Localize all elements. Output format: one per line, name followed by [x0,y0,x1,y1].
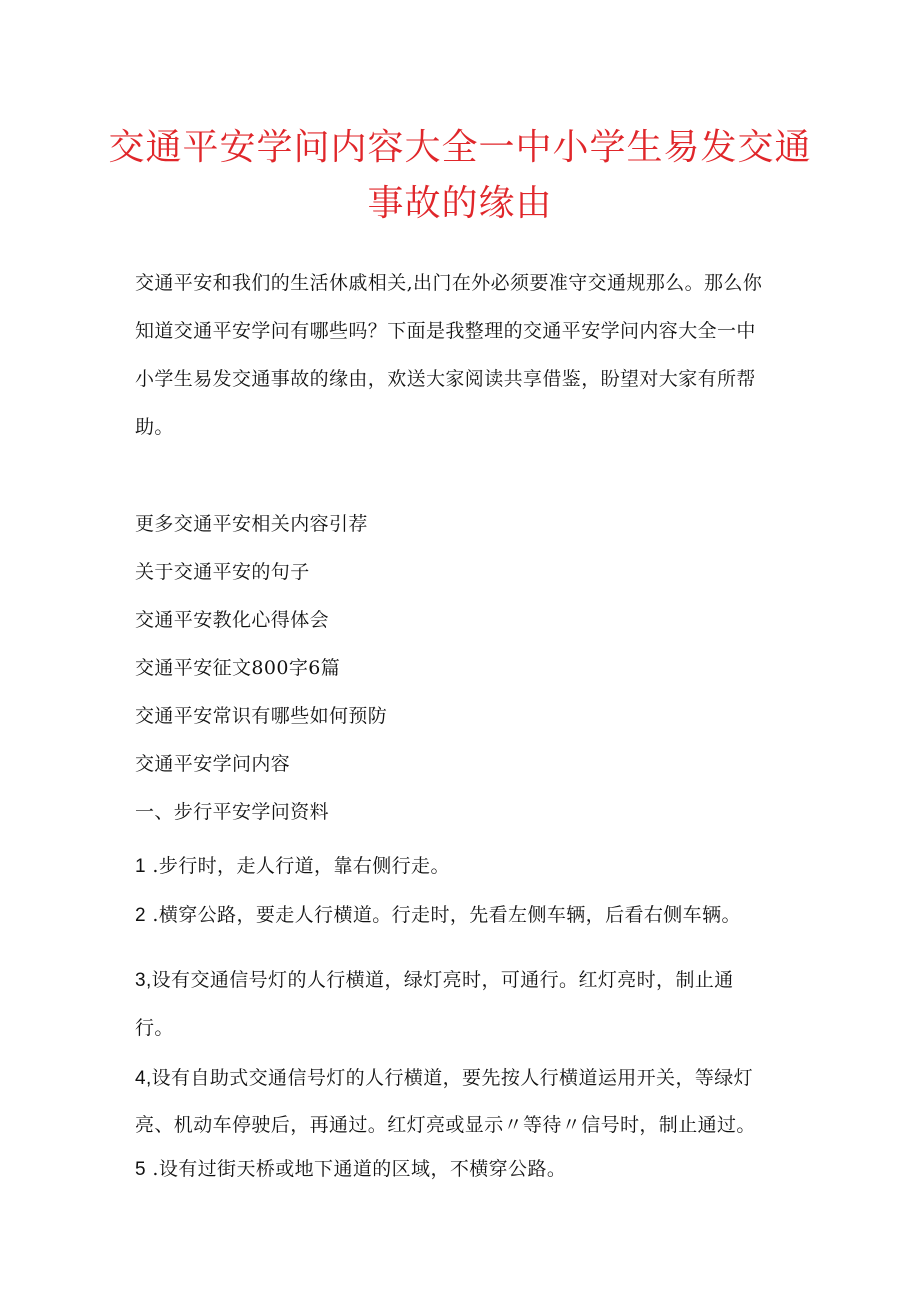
intro-paragraph-line-3: 小学生易发交通事故的缘由，欢送大家阅读共享借鉴，盼望对大家有所帮 [135,368,756,390]
list-item-4 [135,1065,753,1092]
list-item-text: .设有过街天桥或地下通道的区域，不横穿公路。 [152,1158,567,1180]
list-item-text: .步行时，走人行道，靠右侧行走。 [152,855,450,877]
intro-paragraph-line-2: 知道交通平安学问有哪些吗？下面是我整理的交通平安学问内容大全一中 [135,320,756,342]
document-title-line-2: 事故的缘由 [367,183,553,224]
related-link-4[interactable]: 交通平安征文800字6篇 [135,657,341,679]
related-link-3[interactable]: 交通平安教化心得体会 [135,609,330,631]
related-link-5[interactable]: 交通平安常识有哪些如何预防 [135,705,388,727]
list-item-2 [135,902,741,929]
list-item-3-continuation: 行。 [135,1017,174,1039]
document-title-line-1: 交通平安学问内容大全一中小学生易发交通 [108,127,812,168]
list-item-number: 3, [135,970,152,991]
list-item-text: .横穿公路，要走人行横道。行走时，先看左侧车辆，后看右侧车辆。 [152,904,741,926]
list-item-5 [135,1156,566,1183]
list-item-4-continuation: 亮、机动车停驶后，再通过。红灯亮或显示〃等待〃信号时，制止通过。 [135,1114,756,1136]
intro-paragraph-line-4: 助。 [135,416,174,438]
list-item-number: 2 [135,905,146,926]
section-heading: 一、步行平安学问资料 [135,801,330,823]
related-link-2[interactable]: 关于交通平安的句子 [135,561,310,583]
related-link-6[interactable]: 交通平安学问内容 [135,753,291,775]
list-item-text: 设有自助式交通信号灯的人行横道，要先按人行横道运用开关，等绿灯 [151,1067,754,1089]
list-item-number: 5 [135,1159,146,1180]
intro-paragraph-line-1: 交通平安和我们的生活休戚相关,出门在外必须要准守交通规那么。那么你 [135,272,763,294]
related-link-1[interactable]: 更多交通平安相关内容引荐 [135,513,368,535]
list-item-3 [135,967,734,994]
list-item-number: 1 [135,856,146,877]
list-item-number: 4, [135,1068,152,1089]
list-item-text: 设有交通信号灯的人行横道，绿灯亮时，可通行。红灯亮时，制止通 [151,969,734,991]
list-item-1 [135,853,450,880]
